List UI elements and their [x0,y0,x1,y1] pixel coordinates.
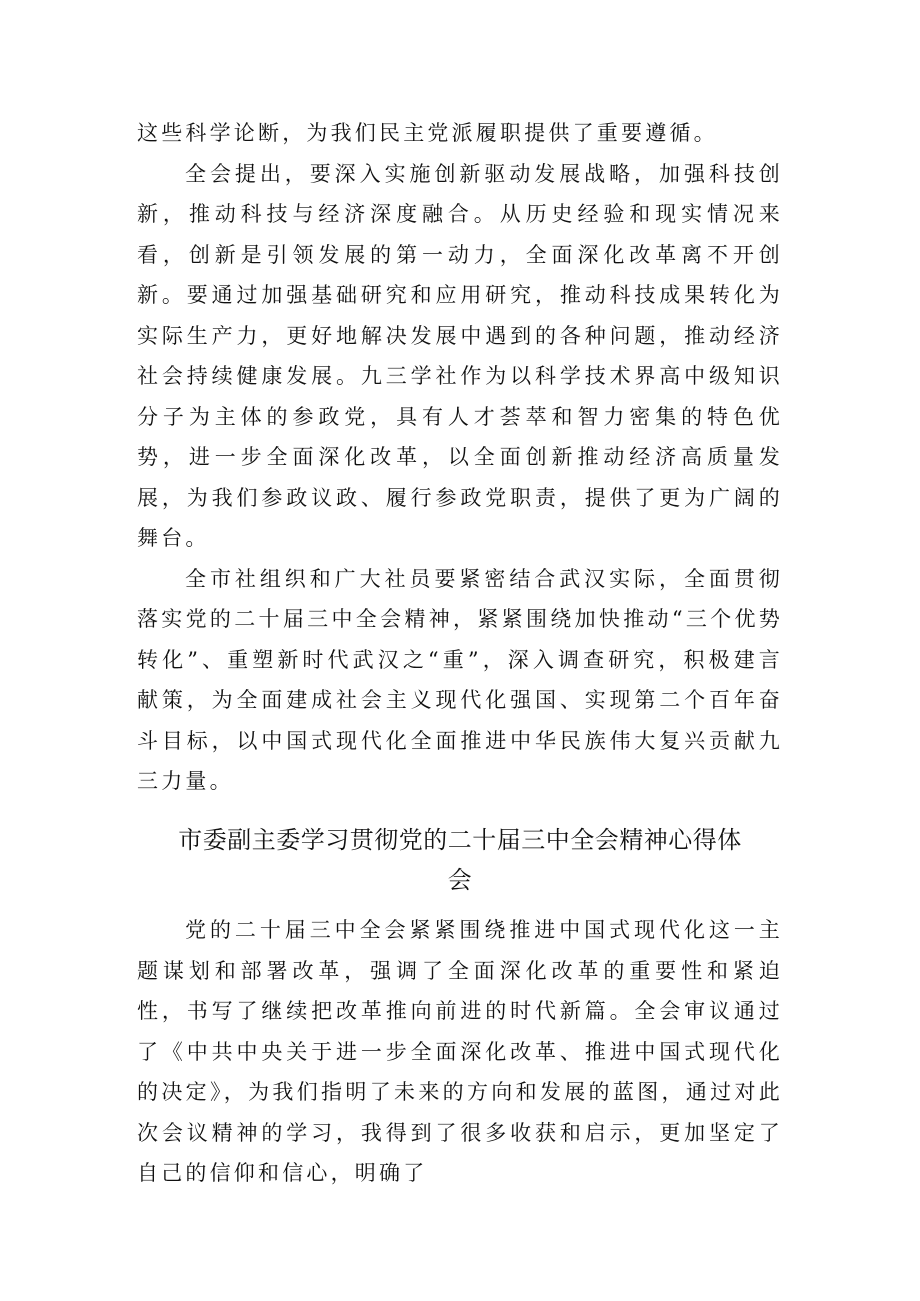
article-title-line-2: 会 [447,866,473,894]
article-title-line-1: 市委副主委学习贯彻党的二十届三中全会精神心得体 [178,826,742,854]
paragraph-innovation: 全会提出，要深入实施创新驱动发展战略，加强科技创新，推动科技与经济深度融合。从历史经验和现实情况来看，创新是引领发展的第一动力，全面深化改革离不开创新。要通过加强基础研究和应用研究，推动科技成果转化为实际生产力，更好地解决发展中遇到的各种问题，推动经济社会持续健康发展。九三学社作为以科学技术界高中级知识分子为主体的参政党，具有人才荟萃和智力密集的特色优势，进一步全面深化改革，以全面创新推动经济高质量发展，为我们参政议政、履行参政党职责，提供了更为广阔的舞台。 [137,161,783,550]
paragraph-wuhan: 全市社组织和广大社员要紧密结合武汉实际，全面贯彻落实党的二十届三中全会精神，紧紧围绕加快推动“三个优势转化”、重塑新时代武汉之“重”，深入调查研究，积极建言献策，为全面建成社会主义现代化强国、实现第二个百年奋斗目标，以中国式现代化全面推进中华民族伟大复兴贡献九三力量。 [137,566,783,793]
paragraph-plenum: 党的二十届三中全会紧紧围绕推进中国式现代化这一主题谋划和部署改革，强调了全面深化改革的重要性和紧迫性，书写了继续把改革推向前进的时代新篇。全会审议通过了《中共中央关于进一步全面深化改革、推进中国式现代化的决定》，为我们指明了未来的方向和发展的蓝图，通过对此次会议精神的学习，我得到了很多收获和启示，更加坚定了自己的信仰和信心，明确了 [137,918,783,1185]
section-two [137,910,783,1194]
section-one [137,113,783,802]
article-title [137,820,783,900]
paragraph-continuation: 这些科学论断，为我们民主党派履职提供了重要遵循。 [137,121,718,145]
